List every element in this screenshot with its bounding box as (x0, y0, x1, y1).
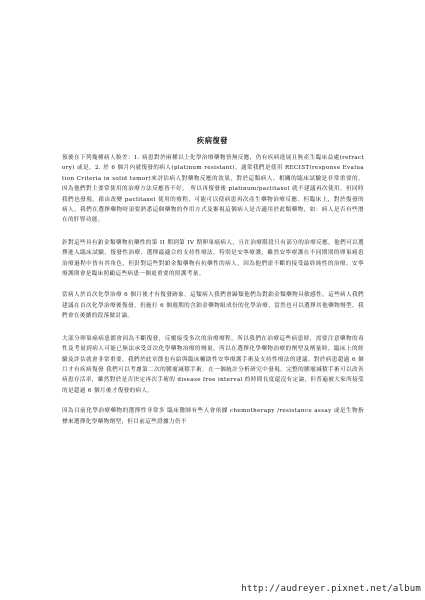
paragraph-recurrence-treatment: 大部分卵巢癌病患都會因為不斷復發，反覆接受多次的治療療程，所以我們在治療這些病患時，需要注意藥物的毒性及考量到病人可能已無法承受首次化學藥物治療的劑量，所以在選擇化學藥物治療的劑型及劑量時，臨床上的經驗及評估就會非常重要。我們於此章節也有給與臨床輔助性安寧療護手術及支持性療法的建議。對於病患超過 6 個月才有疾病復發 我們可以考慮第二次的腫瘤減積手術。在一個統計分析研究中發現，完整的腫瘤減積手術可以改善病患存活率，雖然對於是否決定再次手術的 disease free interval 的時間長度還沒有定論，但普遍被大家所接受的是超過 6 個月後才復發的病人。 (62, 335, 364, 394)
document-body (62, 153, 364, 439)
paragraph-prognosis: 預後在下列幾種病人較差：1. 病患對於兩種以上化學治療藥物皆無反應，仍有疾病進展且無產生臨床益處(refractory) 或是，2. 於 6 個月內就復發的病人(platinum resistant)。通常我們是使用 RECIST(response Evaluation Criteria in solid tumor)來評估病人對藥物反應的效果，對於這類病人、相關的臨床試驗是非常重要的，因為他們對主要常使用的治療方法反應皆不好， 所以再復發後 platinum/paclitaxel 就不建議再次使用，但同時我們也發現，藉由改變 paclitaxel 使用的療程，可能可以使病患再次產生藥物治療反應。但臨床上，對於復發的病人，我們在選擇藥物時須要熟悉這個藥物的作用方式及審視這個病人是否適用於此類藥物，如：病人是否有些潛在的肝腎功能。 (62, 155, 364, 224)
paragraph-platinum-resistant: 針對這些具有鉑金類藥物抗藥性的第 II 期到第 IV 期卵巢癌病人，且在治療階段只有部分的治療反應，他們可以選擇進入臨床試驗、復發性治療、選擇最適合的支持性療法。特別是安寧療護，雖然安寧療護在不同期別的卵巢癌患治療過程中皆有其角色，但針對這些對鉑金類藥物有抗藥性的病人，因為他們需不斷的接受最終純性的治療，安寧療護則會是臨床照顧這些病患一個更重要的照護考量。 (62, 239, 364, 278)
paragraph-platinum-sensitive: 當病人於首次化學治療 6 個月後才有復發跡象，這類病人我們會歸類他們為對鉑金類藥物具敏感性。這些病人我們建議在首次化學治療後復發，仍施打 6 個週期的含鉑金藥物組成份的化學治療，當然也可以選擇其他藥物劑型，我們會在後續的段落做討論。 (62, 292, 364, 320)
section-title: 疾病復發 (196, 136, 229, 145)
watermark-url: http://audreyer.pixnet.net/album (241, 584, 421, 594)
paragraph-chemotherapy-selection: 因為目前化學治療藥物的選擇性非常多 臨床醫師有些人會依據 chemotherapy /resistance assay 或是生物指標來選擇化學藥物劑型，但目前這些證據力仍不 (62, 408, 364, 425)
